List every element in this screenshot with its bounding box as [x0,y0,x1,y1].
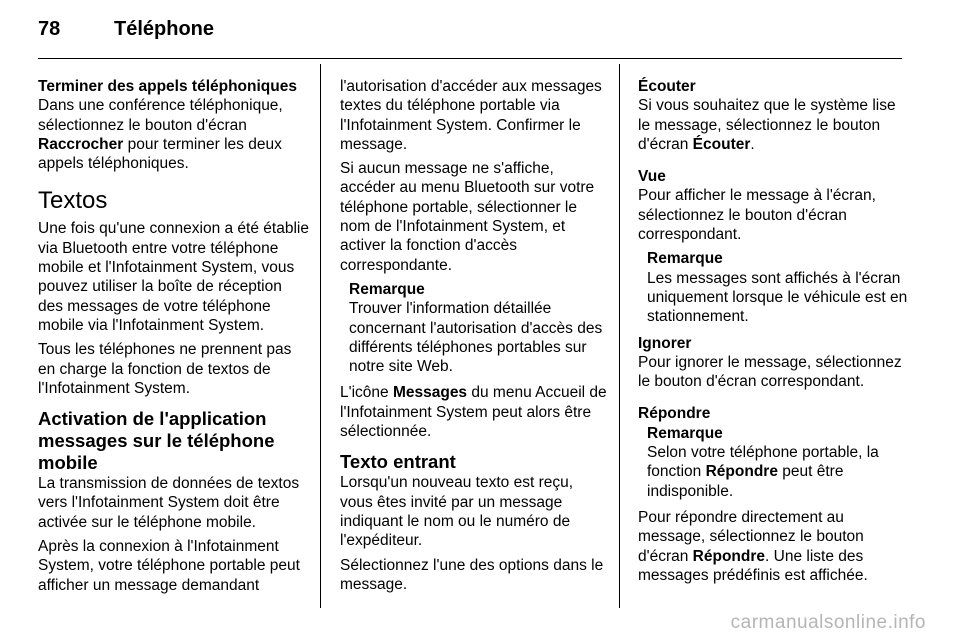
term-listen: Écouter [692,135,751,153]
heading-view: Vue [638,168,666,186]
column-2 [340,77,608,599]
section-title-textos: Textos [38,187,108,215]
text-span: Pour répondre directement au message, sélectionnez le bouton d'écran [638,508,864,565]
paragraph-view: Pour afficher le message à l'écran, sélectionnez le bouton d'écran correspondant. [638,187,876,244]
text-span: pour terminer les deux appels téléphoniques. [38,135,282,173]
paragraph-messages-icon [340,383,608,441]
note-title: Remarque [647,424,723,442]
heading-end-calls: Terminer des appels téléphoniques [38,78,297,95]
note-box [647,249,908,326]
paragraph-incoming-2: Sélectionnez l'une des options dans le message. [340,556,604,593]
paragraph-textos-2: Tous les téléphones ne prennent pas en charge la fonction de textos de l'Infotainment System. [38,341,292,397]
term-hang-up: Raccrocher [38,135,124,153]
page-header [38,18,214,48]
paragraph-reply [638,508,908,585]
term-reply: Répondre [692,547,766,565]
note-box [349,280,608,376]
paragraph-no-message: Si aucun message ne s'affiche, accéder au menu Bluetooth sur votre téléphone portable, sélectionner le nom de l'Infotainment System, et activer la fonction d'accès correspondante. [340,160,595,274]
heading-incoming-text: Texto entrant [340,451,456,473]
page-number: 78 [38,18,61,40]
watermark: carmanualsonline.info [730,612,926,633]
column-3 [638,77,908,590]
text-span: Si vous souhaitez que le système lise le message, sélectionnez le bouton d'écran [638,97,896,153]
paragraph-activation-2: Après la connexion à l'Infotainment System, votre téléphone portable peut afficher un message demandant [38,538,300,594]
note-box [647,424,908,501]
column-1 [38,77,310,600]
heading-ignore: Ignorer [638,334,692,352]
note-title: Remarque [647,250,723,268]
note-text: Les messages sont affichés à l'écran uniquement lorsque le véhicule est en stationnement. [647,269,908,326]
heading-reply: Répondre [638,405,711,423]
text-span: Dans une conférence téléphonique, sélectionnez le bouton d'écran [38,97,283,134]
text-span: du menu Accueil de l'Infotainment System peut alors être sélectionnée. [340,384,607,441]
text-span: Selon votre téléphone portable, la fonction [647,444,879,481]
page-title: Téléphone [114,18,215,40]
text-span: L'icône [340,384,393,402]
header-rule [38,58,902,59]
paragraph-ignore: Pour ignorer le message, sélectionnez le bouton d'écran correspondant. [638,353,902,391]
paragraph-activation-1: La transmission de données de textos vers l'Infotainment System doit être activée sur le téléphone mobile. [38,475,300,531]
text-span: . [750,135,755,153]
paragraph-incoming-1: Lorsqu'un nouveau texto est reçu, vous êtes invité par un message indiquant le nom ou le numéro de l'expéditeur. [340,474,574,550]
column-divider-1 [320,64,321,608]
paragraph-end-calls [38,96,310,173]
note-title: Remarque [349,280,425,298]
note-text: Trouver l'information détaillée concernant l'autorisation d'accès des différents téléphones portables sur notre site Web. [349,300,603,376]
paragraph-authorization: l'autorisation d'accéder aux messages textes du téléphone portable via l'Infotainment System. Confirmer le message. [340,78,602,153]
term-reply: Répondre [705,463,778,481]
paragraph-listen [638,96,908,154]
term-messages: Messages [392,384,468,402]
heading-listen: Écouter [638,78,696,95]
text-span: . Une liste des messages prédéfinis est affichée. [638,547,868,584]
heading-activation: Activation de l'application messages sur le téléphone mobile [38,408,275,474]
paragraph-textos-1: Une fois qu'une connexion a été établie via Bluetooth entre votre téléphone mobile et l'Infotainment System, vous pouvez utiliser la boîte de réception des messages de votre téléphone mobile via l'Infotainment System. [38,220,309,334]
text-span: peut être indisponible. [647,463,844,500]
column-divider-2 [619,64,620,608]
note-text [647,443,908,501]
